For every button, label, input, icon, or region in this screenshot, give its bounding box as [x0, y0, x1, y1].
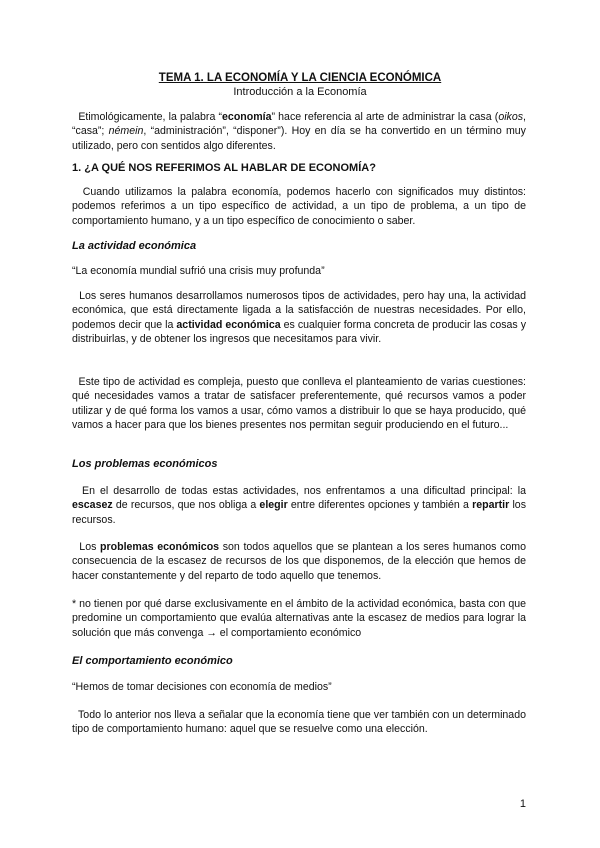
- section-heading: 1. ¿A QUÉ NOS REFERIMOS AL HABLAR DE ECONOMÍA?: [72, 162, 376, 174]
- actividad-paragraph-2: Este tipo de actividad es compleja, puesto que conlleva el planteamiento de varias cuestiones: qué necesidades vamos a tratar de satisfacer preferentemente, qué recursos vamos a poder utilizar y de qué forma los vamos a usar, cómo vamos a distribuir lo que se haya producido, qué vamos a hacer para que los bienes presentes nos permitan seguir produciendo en el futuro...: [72, 376, 526, 431]
- subheading-comportamiento: El comportamiento económico: [72, 655, 233, 667]
- subheading-problemas: Los problemas económicos: [72, 458, 218, 470]
- document-subtitle: Introducción a la Economía: [233, 86, 367, 98]
- problemas-paragraph-1: En el desarrollo de todas estas actividades, nos enfrentamos a una dificultad principal: la escasez de recursos, que nos obliga a elegir entre diferentes opciones y también a repartir los recursos.: [72, 485, 526, 526]
- actividad-paragraph-1: Los seres humanos desarrollamos numerosos tipos de actividades, pero hay una, la actividad económica, que está directamente ligada a la satisfacción de nuestras necesidades. Por ello, podemos decir que la actividad económica es cualquier forma concreta de producir las cosas y distribuirlas, y de obtener los ingresos que necesitamos para vivir.: [72, 290, 526, 345]
- problemas-paragraph-2: Los problemas económicos son todos aquellos que se plantean a los seres humanos como consecuencia de la escasez de recursos de los que disponemos, de la elección que hemos de hacer constantemente y del reparto de todo aquello que tenemos.: [72, 541, 526, 582]
- quote-actividad: “La economía mundial sufrió una crisis muy profunda”: [72, 265, 325, 277]
- page-number: 1: [519, 798, 526, 810]
- problemas-note: * no tienen por qué darse exclusivamente en el ámbito de la actividad económica, basta con que predomine un comportamiento que evalúa alternativas ante la escasez de medios para lograr la solución que más convenga → el comportamiento económico: [72, 598, 526, 639]
- section-paragraph: Cuando utilizamos la palabra economía, podemos hacerlo con significados muy distintos: podemos referimos a un tipo específico de actividad, a un tipo de problema, a un tipo de comportamiento humano, y a un tipo específico de conocimiento o saber.: [72, 186, 526, 227]
- document-title: TEMA 1. LA ECONOMÍA Y LA CIENCIA ECONÓMICA: [158, 72, 442, 84]
- intro-paragraph: Etimológicamente, la palabra “economía” hace referencia al arte de administrar la casa (oikos, “casa”; némein, “administración”, “disponer”). Hoy en día se ha convertido en un término muy utilizado, pero con sentidos algo diferentes.: [72, 111, 526, 152]
- subheading-actividad: La actividad económica: [72, 240, 197, 252]
- comportamiento-paragraph: Todo lo anterior nos lleva a señalar que la economía tiene que ver también con un determinado tipo de comportamiento humano: aquel que se resuelve como una elección.: [72, 709, 526, 736]
- quote-comportamiento: “Hemos de tomar decisiones con economía de medios”: [72, 681, 332, 693]
